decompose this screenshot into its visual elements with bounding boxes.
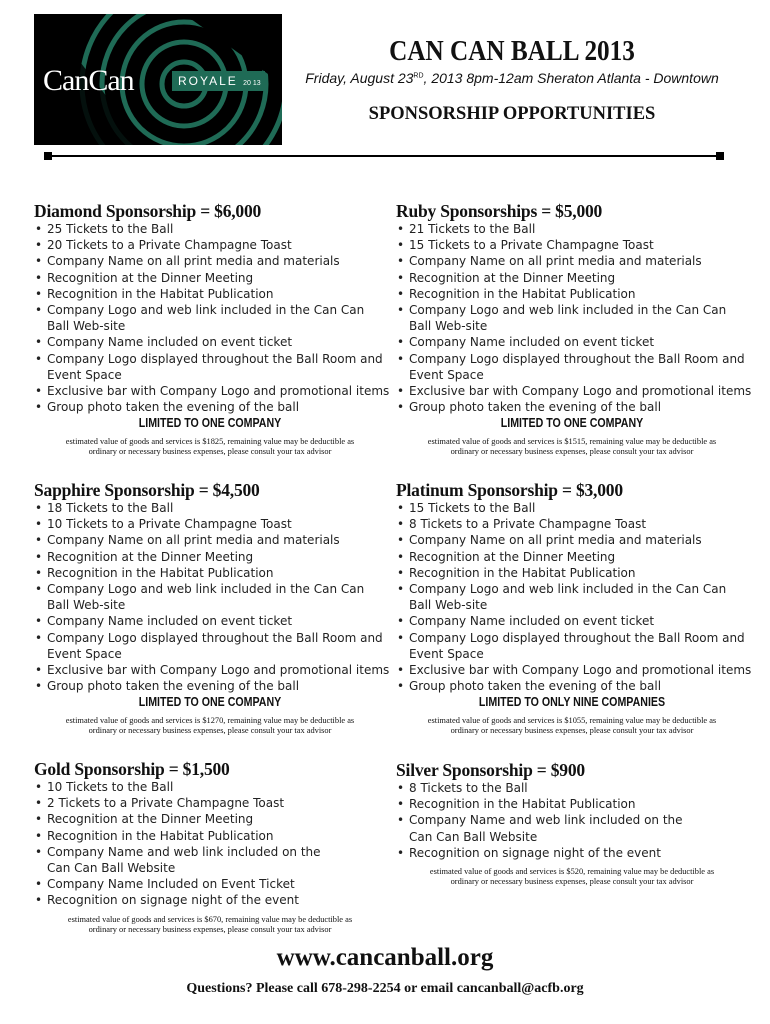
benefit-item [34, 318, 386, 334]
benefit-item [396, 221, 748, 237]
limit-notice: LIMITED TO ONLY NINE COMPANIES [478, 695, 666, 710]
tax-note-line: ordinary or necessary business expenses, please consult your tax advisor [450, 877, 694, 887]
benefit-item [396, 237, 748, 253]
benefit-item [396, 383, 752, 399]
bullet-icon: • [397, 517, 405, 532]
limit-notice: LIMITED TO ONE COMPANY [500, 416, 644, 431]
bullet-icon: • [35, 828, 43, 843]
tax-note-line: ordinary or necessary business expenses, please consult your tax advisor [450, 447, 694, 457]
limit-notice: LIMITED TO ONE COMPANY [138, 695, 282, 710]
contact-questions: Questions? Please call 678-298-2254 or email cancanball@acfb.org [186, 981, 584, 996]
benefit-text: Recognition at the Dinner Meeting [47, 812, 254, 827]
benefit-text: 10 Tickets to the Ball [47, 780, 174, 794]
bullet-icon: • [397, 679, 405, 694]
bullet-icon: • [397, 663, 405, 678]
benefit-text: Recognition at the Dinner Meeting [47, 549, 254, 564]
benefit-item [34, 565, 386, 581]
tax-note [34, 716, 386, 736]
benefit-text: Exclusive bar with Company Logo and promotional items [409, 663, 752, 678]
benefit-text: Recognition at the Dinner Meeting [47, 270, 254, 285]
benefit-text: Recognition at the Dinner Meeting [409, 270, 616, 285]
benefit-text: Company Logo and web link included in the Can Can [409, 582, 727, 597]
benefits-list [34, 221, 390, 415]
benefit-text: Company Name and web link included on the [47, 844, 321, 859]
section-title: SPONSORSHIP OPPORTUNITIES [368, 104, 656, 124]
sponsorship-heading: Silver Sponsorship = $900 [396, 760, 585, 780]
bullet-icon: • [397, 254, 405, 269]
benefit-text: Recognition in the Habitat Publication [47, 565, 274, 580]
divider-line [50, 155, 718, 157]
benefit-text: Recognition in the Habitat Publication [47, 828, 274, 843]
benefit-item [396, 796, 748, 812]
benefit-item [396, 399, 748, 415]
bullet-icon: • [397, 286, 405, 301]
benefit-item [34, 367, 386, 383]
benefits-list [396, 780, 748, 861]
bullet-icon: • [35, 877, 43, 892]
benefit-text: Company Logo displayed throughout the Ball Room and [47, 630, 383, 645]
benefit-text: Company Name on all print media and materials [47, 254, 340, 269]
benefit-text: 25 Tickets to the Ball [47, 222, 174, 236]
benefit-text: Company Name and web link included on the [409, 813, 683, 828]
benefit-item [34, 844, 386, 860]
logo-royale-text: ROYALE [178, 74, 238, 88]
bullet-icon: • [397, 565, 405, 580]
benefit-item [34, 383, 390, 399]
benefit-text: 18 Tickets to the Ball [47, 501, 174, 515]
can-can-royale-logo [34, 14, 282, 145]
benefit-text: Company Logo and web link included in the Can Can [47, 582, 365, 597]
benefit-item [34, 795, 386, 811]
event-details [282, 70, 742, 86]
logo-year: 20 13 [243, 80, 261, 87]
benefit-item [34, 334, 386, 350]
bullet-icon: • [397, 384, 405, 399]
bullet-icon: • [35, 517, 43, 532]
benefit-item [34, 892, 386, 908]
benefit-text: Recognition on signage night of the event [47, 893, 299, 908]
bullet-icon: • [35, 549, 43, 564]
benefit-item [396, 613, 748, 629]
tax-note [34, 915, 386, 935]
bullet-icon: • [35, 335, 43, 350]
bullet-icon: • [397, 351, 405, 366]
bullet-icon: • [35, 384, 43, 399]
benefit-text: Group photo taken the evening of the ball [409, 400, 662, 415]
divider-right-cap [716, 152, 724, 160]
benefit-text: Recognition in the Habitat Publication [409, 797, 636, 812]
benefit-item [396, 367, 748, 383]
bullet-icon: • [35, 533, 43, 548]
tax-note-line: ordinary or necessary business expenses, please consult your tax advisor [88, 924, 332, 934]
sponsorship-ruby [396, 201, 752, 457]
benefit-text: Exclusive bar with Company Logo and promotional items [47, 384, 390, 399]
benefit-text: Ball Web-site [409, 319, 488, 334]
benefit-text: Company Logo and web link included in the Can Can [47, 303, 365, 318]
tax-note [396, 437, 748, 457]
bullet-icon: • [35, 582, 43, 597]
benefit-item [34, 500, 386, 516]
tax-note [396, 716, 748, 736]
benefit-item [396, 597, 748, 613]
benefit-text: 2 Tickets to a Private Champagne Toast [47, 796, 285, 811]
bullet-icon: • [397, 630, 405, 645]
bullet-icon: • [35, 222, 43, 236]
benefit-text: 15 Tickets to a Private Champagne Toast [409, 238, 654, 253]
bullet-icon: • [397, 549, 405, 564]
benefit-text: Event Space [47, 646, 122, 661]
bullet-icon: • [397, 270, 405, 285]
benefit-item [396, 253, 748, 269]
sponsorship-diamond [34, 201, 390, 457]
benefit-text: Event Space [409, 646, 484, 661]
benefit-item [396, 630, 748, 646]
bullet-icon: • [397, 582, 405, 597]
benefit-item [34, 237, 386, 253]
tax-note-line: ordinary or necessary business expenses, please consult your tax advisor [450, 726, 694, 736]
bullet-icon: • [35, 844, 43, 859]
benefit-item [34, 253, 386, 269]
sponsorship-platinum [396, 480, 752, 736]
benefit-item [396, 302, 748, 318]
bullet-icon: • [397, 501, 405, 515]
benefit-item [396, 581, 748, 597]
event-date-text: Friday, August 23 [305, 70, 414, 86]
benefit-item [396, 500, 748, 516]
logo-wordmark: CanCan [43, 64, 134, 97]
benefit-text: 20 Tickets to a Private Champagne Toast [47, 238, 292, 253]
benefit-text: 10 Tickets to a Private Champagne Toast [47, 517, 292, 532]
benefit-text: Can Can Ball Website [47, 861, 176, 876]
benefit-item [396, 334, 748, 350]
event-title: CAN CAN BALL 2013 [389, 36, 635, 67]
sponsorship-heading: Platinum Sponsorship = $3,000 [396, 480, 623, 500]
benefit-item [396, 812, 748, 828]
tax-note-line: estimated value of goods and services is $520, remaining value may be deductible as [429, 867, 715, 877]
benefit-text: Recognition in the Habitat Publication [47, 286, 274, 301]
benefit-item [34, 646, 386, 662]
bullet-icon: • [397, 238, 405, 253]
benefit-item [396, 318, 748, 334]
bullet-icon: • [397, 614, 405, 629]
benefit-text: Group photo taken the evening of the ball [47, 679, 300, 694]
bullet-icon: • [35, 796, 43, 811]
bullet-icon: • [35, 400, 43, 415]
benefit-item [34, 351, 386, 367]
sponsorship-gold [34, 759, 386, 935]
benefit-item [34, 549, 386, 565]
benefit-text: Ball Web-site [47, 319, 126, 334]
bullet-icon: • [35, 679, 43, 694]
benefit-text: Company Name included on event ticket [409, 335, 655, 350]
benefit-item [396, 845, 748, 861]
tax-note-line: estimated value of goods and services is $1055, remaining value may be deductible as [427, 716, 717, 726]
benefit-item [34, 270, 386, 286]
bullet-icon: • [35, 893, 43, 908]
benefit-text: 21 Tickets to the Ball [409, 222, 536, 236]
bullet-icon: • [35, 270, 43, 285]
tax-note-line: ordinary or necessary business expenses, please consult your tax advisor [88, 447, 332, 457]
benefit-text: Recognition in the Habitat Publication [409, 565, 636, 580]
bullet-icon: • [397, 335, 405, 350]
benefit-text: 15 Tickets to the Ball [409, 501, 536, 515]
tax-note-line: estimated value of goods and services is $1270, remaining value may be deductible as [65, 716, 355, 726]
benefits-list [396, 500, 752, 694]
bullet-icon: • [397, 400, 405, 415]
benefit-item [34, 860, 386, 876]
benefit-text: Company Logo displayed throughout the Ball Room and [47, 351, 383, 366]
benefit-text: Company Name Included on Event Ticket [47, 877, 295, 892]
bullet-icon: • [35, 238, 43, 253]
bullet-icon: • [35, 565, 43, 580]
benefit-item [396, 829, 748, 845]
benefit-item [34, 581, 386, 597]
benefit-item [34, 630, 386, 646]
tax-note-line: estimated value of goods and services is $670, remaining value may be deductible as [67, 914, 353, 924]
benefit-text: Ball Web-site [409, 598, 488, 613]
benefit-item [396, 270, 748, 286]
bullet-icon: • [397, 845, 405, 860]
benefit-item [34, 597, 386, 613]
divider-left-cap [44, 152, 52, 160]
benefit-item [34, 221, 386, 237]
benefit-item [34, 532, 386, 548]
benefits-list [34, 779, 386, 909]
benefit-item [34, 399, 386, 415]
tax-note-line: ordinary or necessary business expenses, please consult your tax advisor [88, 726, 332, 736]
bullet-icon: • [35, 812, 43, 827]
benefit-text: Company Name on all print media and materials [409, 254, 702, 269]
tax-note-line: estimated value of goods and services is $1825, remaining value may be deductible as [65, 437, 355, 447]
benefit-item [396, 532, 748, 548]
sponsorship-heading: Ruby Sponsorships = $5,000 [396, 201, 603, 221]
benefit-text: Company Name included on event ticket [47, 335, 293, 350]
benefit-item [396, 286, 748, 302]
benefit-item [396, 678, 748, 694]
benefit-item [396, 516, 748, 532]
benefit-text: Ball Web-site [47, 598, 126, 613]
tax-note-line: estimated value of goods and services is $1515, remaining value may be deductible as [427, 437, 717, 447]
benefit-text: Recognition on signage night of the event [409, 845, 661, 860]
benefit-text: Company Logo displayed throughout the Ball Room and [409, 351, 745, 366]
benefit-item [34, 811, 386, 827]
sponsorship-silver [396, 760, 748, 887]
date-suffix: RD [413, 72, 424, 80]
benefit-item [396, 646, 748, 662]
sponsorship-sapphire [34, 480, 390, 736]
benefit-item [396, 780, 748, 796]
bullet-icon: • [35, 286, 43, 301]
benefit-item [34, 876, 386, 892]
benefit-item [34, 302, 386, 318]
benefit-text: Exclusive bar with Company Logo and promotional items [47, 663, 390, 678]
benefit-text: Event Space [47, 367, 122, 382]
sponsorship-heading: Gold Sponsorship = $1,500 [34, 759, 230, 779]
bullet-icon: • [397, 781, 405, 795]
bullet-icon: • [397, 797, 405, 812]
benefit-text: Company Logo displayed throughout the Ball Room and [409, 630, 745, 645]
benefit-item [34, 286, 386, 302]
benefit-text: Can Can Ball Website [409, 829, 538, 844]
benefit-text: Event Space [409, 367, 484, 382]
bullet-icon: • [397, 222, 405, 236]
benefit-item [34, 678, 386, 694]
benefit-text: Recognition at the Dinner Meeting [409, 549, 616, 564]
header-divider [44, 152, 724, 160]
benefit-item [396, 351, 748, 367]
sponsorship-heading: Sapphire Sponsorship = $4,500 [34, 480, 260, 500]
logo-royale-band [172, 71, 265, 91]
benefit-item [34, 662, 390, 678]
benefit-text: Exclusive bar with Company Logo and promotional items [409, 384, 752, 399]
benefit-text: Company Name on all print media and materials [47, 533, 340, 548]
benefit-text: Recognition in the Habitat Publication [409, 286, 636, 301]
website-link[interactable]: www.cancanball.org [276, 944, 494, 971]
benefit-text: Company Logo and web link included in the Can Can [409, 303, 727, 318]
bullet-icon: • [397, 533, 405, 548]
event-time-venue-text: , 2013 8pm-12am Sheraton Atlanta - Downtown [423, 70, 719, 86]
bullet-icon: • [35, 663, 43, 678]
bullet-icon: • [35, 303, 43, 318]
bullet-icon: • [35, 780, 43, 794]
benefits-list [396, 221, 752, 415]
benefit-text: Company Name included on event ticket [409, 614, 655, 629]
benefit-text: Group photo taken the evening of the ball [409, 679, 662, 694]
benefit-text: 8 Tickets to the Ball [409, 781, 528, 795]
bullet-icon: • [35, 254, 43, 269]
benefit-item [396, 549, 748, 565]
sponsorship-heading: Diamond Sponsorship = $6,000 [34, 201, 262, 221]
bullet-icon: • [35, 501, 43, 515]
benefits-list [34, 500, 390, 694]
benefit-text: Company Name included on event ticket [47, 614, 293, 629]
bullet-icon: • [35, 630, 43, 645]
benefit-text: 8 Tickets to a Private Champagne Toast [409, 517, 647, 532]
limit-notice: LIMITED TO ONE COMPANY [138, 416, 282, 431]
bullet-icon: • [35, 614, 43, 629]
benefit-item [34, 613, 386, 629]
benefit-item [396, 565, 748, 581]
benefit-item [34, 779, 386, 795]
benefit-item [396, 662, 752, 678]
benefit-text: Group photo taken the evening of the ball [47, 400, 300, 415]
bullet-icon: • [397, 813, 405, 828]
benefit-item [34, 828, 386, 844]
bullet-icon: • [35, 351, 43, 366]
tax-note [396, 867, 748, 887]
benefit-text: Company Name on all print media and materials [409, 533, 702, 548]
bullet-icon: • [397, 303, 405, 318]
tax-note [34, 437, 386, 457]
benefit-item [34, 516, 386, 532]
